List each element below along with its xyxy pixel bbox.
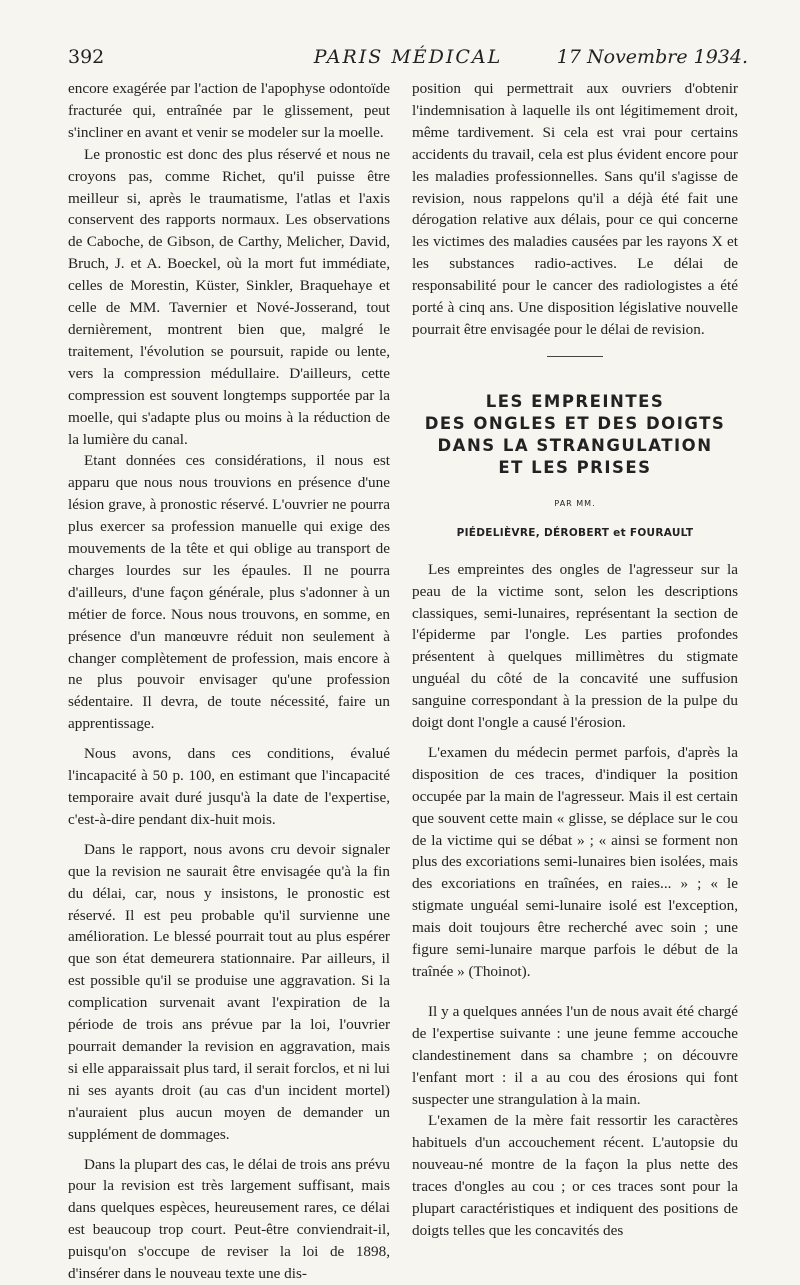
page-header — [68, 46, 748, 72]
article-title-line: DANS LA STRANGULATION — [437, 435, 713, 455]
left-column — [68, 78, 390, 1285]
journal-title: PARIS MÉDICAL — [313, 46, 503, 68]
paragraph: Le pronostic est donc des plus réservé et nous ne croyons pas, comme Richet, qu'il puisse être meilleur si, après le traumatisme, l'atlas et l'axis conservent des rapports normaux. Les observations de Caboche, de Gibson, de Carthy, Melicher, David, Bruch, J. et A. Boeckel, où la mort fut immédiate, celles de Morestin, Küster, Sinkler, Braquehaye et celle de MM. Tavernier et Nové-Josserand, tout dernièrement, montrent bien que, malgré le traitement, l'évolution se poursuit, rapide ou lente, vers la compression médullaire. D'ailleurs, cette compression est souvent longtemps supportée par la moelle, qui s'adapte plus ou moins à la réduction de la lumière du canal. — [68, 145, 390, 448]
paragraph: encore exagérée par l'action de l'apophyse odontoïde fracturée qui, entraînée par le glissement, peut s'incliner en avant et venir se modeler sur la moelle. — [68, 80, 390, 141]
article-title-line: ET LES PRISES — [498, 457, 652, 477]
section-spacer — [412, 983, 738, 1001]
paragraph: Etant données ces considérations, il nous est apparu que nous nous trouvions en présence d'une lésion grave, à pronostic réservé. L'ouvrier ne pourra plus exercer sa profession manuelle qui exige des mouvements de la tête et qui oblige au transport de charges lourdes sur les épaules. Il ne pourra d'ailleurs, d'une façon générale, plus s'adonner à un métier de force. Nous nous trouvons, en somme, en présence d'un manœuvre réduit non seulement à changer complètement de profession, mais encore à ne plus pouvoir envisager qu'une profession sédentaire. Il devra, de toute nécessité, faire un apprentissage. — [68, 452, 390, 733]
article-authors: PIÉDELIÈVRE, DÉROBERT et FOURAULT — [456, 526, 694, 539]
page-number: 392 — [68, 46, 105, 68]
right-column — [412, 78, 738, 1242]
byline-prefix: PAR MM. — [554, 498, 596, 508]
paragraph: Dans la plupart des cas, le délai de trois ans prévu pour la revision est très largement suffisant, mais dans quelques espèces, heureusement rares, ce délai est beaucoup trop court. Peut-être conviendrait-il, puisqu'on s'occupe de reviser la loi de 1898, d'insérer dans le nouveau texte une dis- — [68, 1155, 390, 1283]
paragraph: Dans le rapport, nous avons cru devoir signaler que la revision ne saurait être envisagée qu'à la fin du délai, car, nous y insistons, le pronostic est réservé. Il est peu probable qu'il survienne une amélioration. Le blessé pourrait tout au plus espérer que son état demeurera stationnaire. Par ailleurs, il est possible qu'il se produise une aggravation. Si la complication survenait avant l'expiration de la période de trois ans prévue par la loi, l'ouvrier pourrait demander la revision en aggravation, mais si elle apparaissait plus tard, il serait forclos, et ni lui ni ses ayants droit (au cas d'un incident mortel) n'auraient plus aucun moyen de demander un supplément de dommages. — [68, 840, 390, 1143]
paragraph: Il y a quelques années l'un de nous avait été chargé de l'expertise suivante : une jeune femme accouche clandestinement dans sa chambre ; on découvre l'enfant mort : il a au cou des érosions qui font suspecter une strangulation à la main. — [412, 1002, 738, 1108]
paragraph: position qui permettrait aux ouvriers d'obtenir l'indemnisation à laquelle ils ont légitimement droit, même tardivement. Si cela est vrai pour certains accidents du travail, cela est plus évident encore pour les maladies professionnelles. Sans qu'il s'agisse de revision, nous rappelons qu'il a déjà été fait une dérogation relative aux délais, pour ce qui concerne les victimes des maladies causées par les rayons X et les substances radio-actives. Le délai de responsabilité pour le cancer des radiologistes a été porté à cinq ans. Une disposition législative nouvelle pourrait être envisagée pour le délai de revision. — [412, 80, 738, 338]
paragraph: L'examen de la mère fait ressortir les caractères habituels d'un accouchement récent. L'autopsie du nouveau-né montre de la façon la plus nette des traces d'ongles au cou ; or ces traces sont pour la plupart caractéristiques et indiquent des positions de doigts telles que les concavités des — [412, 1112, 738, 1239]
article-title-line: DES ONGLES ET DES DOIGTS — [424, 413, 726, 433]
section-divider — [547, 356, 603, 357]
paragraph: Les empreintes des ongles de l'agresseur sur la peau de la victime sont, selon les descriptions classiques, semi-lunaires, représentant la section de l'épiderme par l'ongle. Les parties profondes présentent à quelques millimètres du stigmate unguéal du côté de la concavité une suffusion sanguine correspondant à la pression de la pulpe du doigt dont l'ongle a causé l'érosion. — [412, 560, 738, 732]
issue-date: 17 Novembre 1934. — [556, 46, 748, 68]
article-title — [412, 391, 738, 479]
paragraph: Nous avons, dans ces conditions, évalué l'incapacité à 50 p. 100, en estimant que l'incapacité temporaire avait duré jusqu'à la date de l'expertise, c'est-à-dire pendant dix-huit mois. — [68, 745, 390, 828]
paragraph: L'examen du médecin permet parfois, d'après la disposition de ces traces, d'indiquer la position occupée par la main de l'agresseur. Mais il est certain que souvent cette main « glisse, se déplace sur le cou de la victime qui se débat » ; « ainsi se forment non plus des excoriations semi-lunaires bien isolées, mais des excoriations en traînées, en raies... » ; « le stigmate unguéal semi-lunaire isolé est l'exception, mais doit toujours être recherché avec soin ; une figure semi-lunaire marque parfois le début de la traînée » (Thoinot). — [412, 743, 738, 980]
article-title-line: LES EMPREINTES — [485, 391, 665, 411]
